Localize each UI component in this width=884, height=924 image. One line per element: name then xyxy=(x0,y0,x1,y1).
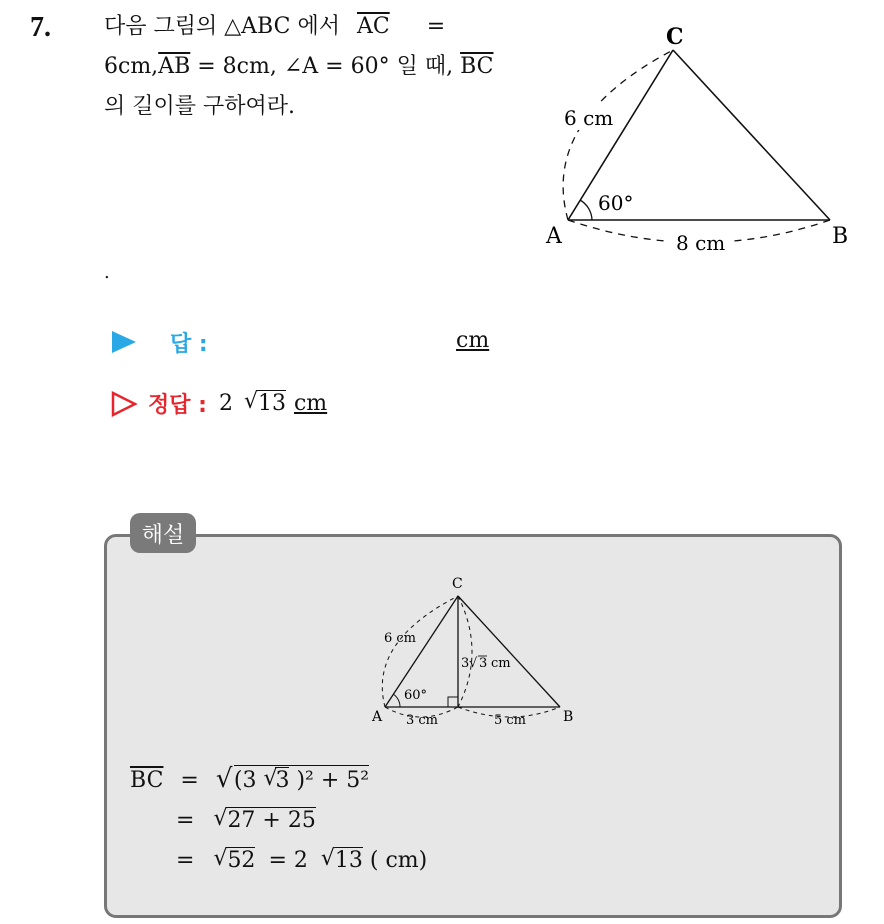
equation-text: = 2 xyxy=(268,848,308,873)
equals-sign: = xyxy=(176,848,195,873)
correct-value xyxy=(219,391,286,416)
angle-arc xyxy=(393,694,400,707)
radicand-part: )² + 5² xyxy=(296,768,370,793)
radicand: 52 xyxy=(227,848,256,873)
sqrt-icon: √ xyxy=(469,656,478,671)
question-line-3: 의 길이를 구하여라. xyxy=(104,94,295,119)
play-icon xyxy=(112,331,136,353)
sqrt-icon: √ xyxy=(263,766,278,791)
question-text: = 8cm, ∠A = 60° 일 때, xyxy=(197,54,454,79)
equals-sign: = xyxy=(180,768,199,793)
sqrt-expression xyxy=(244,391,286,416)
inner-sqrt xyxy=(263,768,296,793)
label-ab: 8 cm xyxy=(676,231,726,255)
sqrt-icon: √ xyxy=(243,389,258,414)
answer-row xyxy=(112,326,208,358)
radicand: 13 xyxy=(334,848,363,873)
side-bc xyxy=(458,596,560,707)
solution-tab: 해설 xyxy=(130,513,196,553)
segment-bc: $\overline{BC}$ xyxy=(460,54,494,79)
equals-sign: = xyxy=(426,14,446,39)
radicand: 27 + 25 xyxy=(227,808,316,833)
label-angle: 60° xyxy=(598,191,634,215)
triangle-figure xyxy=(540,20,860,260)
vertex-a: A xyxy=(372,709,383,725)
equation-line-3 xyxy=(176,848,427,873)
sqrt-icon: √ xyxy=(213,846,228,871)
outline-triangle-icon xyxy=(110,391,138,417)
dot: . xyxy=(104,262,110,283)
question-text: 다음 그림의 △ABC 에서 xyxy=(104,14,340,39)
sqrt-icon: √ xyxy=(215,764,233,794)
segment-bc: $\overline{BC}$ xyxy=(130,768,164,793)
sqrt-expression xyxy=(321,848,370,873)
equation-unit: ( cm) xyxy=(369,848,428,873)
segment-ac: $\overline{AC}$ xyxy=(356,14,390,39)
question-line-1 xyxy=(104,12,445,42)
sqrt-icon: √ xyxy=(213,806,228,831)
equation-line-1 xyxy=(130,764,370,794)
solution-figure xyxy=(360,572,590,732)
vertex-c: C xyxy=(452,576,463,592)
label-right: 5 cm xyxy=(494,713,527,728)
radicand xyxy=(234,765,369,793)
answer-label: 답 : xyxy=(170,331,208,357)
label-height-coef: 3 xyxy=(461,656,470,671)
label-ac: 6 cm xyxy=(564,106,614,130)
equals-sign: = xyxy=(176,808,195,833)
correct-radicand: 13 xyxy=(257,391,286,416)
angle-arc xyxy=(580,200,592,220)
sqrt-expression xyxy=(213,808,315,833)
label-height-unit: cm xyxy=(491,656,511,671)
sqrt-expression xyxy=(213,848,262,873)
question-number: 7. xyxy=(30,12,51,43)
vertex-a: A xyxy=(546,224,562,249)
correct-label: 정답 : xyxy=(148,393,207,418)
arc-height xyxy=(458,596,472,707)
correct-answer-row xyxy=(110,388,327,419)
vertex-b: B xyxy=(832,224,849,249)
sqrt-icon: √ xyxy=(320,846,335,871)
label-ac: 6 cm xyxy=(384,631,417,646)
inner-radicand: 3 xyxy=(275,768,290,793)
radicand-part: (3 xyxy=(233,768,257,793)
right-angle-mark xyxy=(448,697,458,707)
equation-line-2 xyxy=(176,808,316,833)
answer-unit: cm xyxy=(456,328,490,353)
vertex-c: C xyxy=(666,24,684,50)
correct-coef: 2 xyxy=(218,391,233,416)
label-angle: 60° xyxy=(404,688,428,703)
label-left: 3 cm xyxy=(406,713,439,728)
vertex-b: B xyxy=(563,709,574,725)
sqrt-expression xyxy=(215,764,370,794)
question-text: 6cm, xyxy=(104,54,159,79)
question-line-2 xyxy=(104,52,493,82)
side-bc xyxy=(673,50,830,220)
segment-ab: $\overline{AB}$ xyxy=(158,54,191,79)
label-height-rad: 3 xyxy=(479,656,488,671)
correct-unit: cm xyxy=(293,391,328,416)
